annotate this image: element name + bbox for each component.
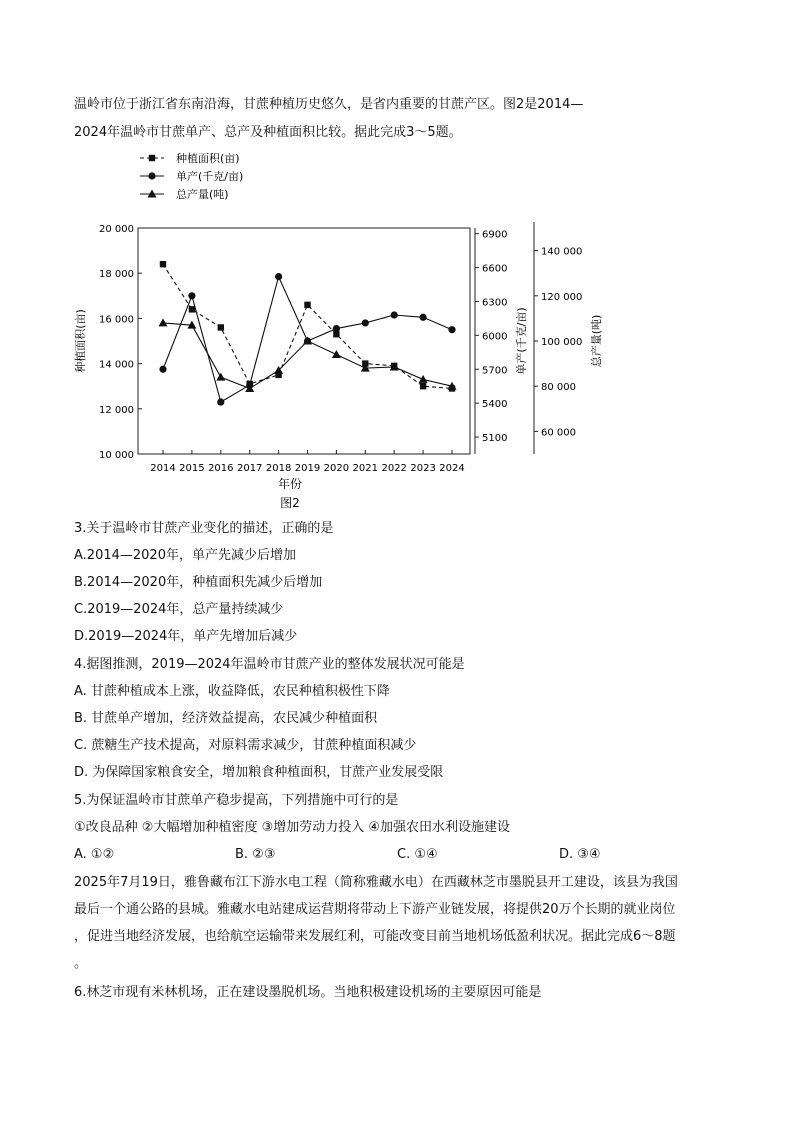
question-4-stem: 4.据图推测，2019—2024年温岭市甘蔗产业的整体发展状况可能是: [74, 657, 465, 672]
intro-line-2: 2024年温岭市甘蔗单产、总产及种植面积比较。据此完成3～5题。: [74, 125, 462, 140]
data-point-square: [420, 383, 426, 389]
data-point-square: [160, 261, 166, 267]
x-tick-label: 2024: [439, 463, 465, 474]
passage-2-line-4: 。: [74, 956, 88, 971]
x-tick-label: 2022: [381, 463, 407, 474]
legend-label: 单产(千克/亩): [176, 170, 244, 183]
right-axis-2-label: 总产量(吨): [590, 314, 603, 368]
series-triangle: [159, 318, 457, 392]
intro-line-1: 温岭市位于浙江省东南沿海，甘蔗种植历史悠久，是省内重要的甘蔗产区。图2是2014—: [74, 97, 584, 112]
question-5-statements: ①改良品种 ②大幅增加种植密度 ③增加劳动力投入 ④加强农田水利设施建设: [74, 820, 511, 835]
question-3-option-c: C.2019—2024年，总产量持续减少: [74, 602, 284, 617]
x-tick-label: 2016: [208, 463, 234, 474]
right-axis-1-tick-label: 5400: [482, 399, 508, 411]
question-4-option-b: B. 甘蔗单产增加，经济效益提高，农民减少种植面积: [74, 711, 378, 726]
question-3-option-b: B.2014—2020年，种植面积先减少后增加: [74, 575, 323, 590]
figure-label: 图2: [280, 496, 300, 510]
passage-2-line-2: 最后一个通公路的县城。雅藏水电站建成运营期将带动上下游产业链发展，将提供20万个长期的就业岗位: [74, 902, 676, 917]
sugarcane-chart: [60, 148, 620, 510]
x-tick-label: 2014: [150, 463, 176, 474]
legend-marker-square: [149, 155, 155, 161]
right-axis-1-label: 单产(千克/亩): [515, 307, 528, 375]
left-axis-label: 种植面积(亩): [74, 309, 87, 373]
right-axis-2-tick-label: 60 000: [541, 427, 576, 439]
data-point-circle: [420, 314, 427, 321]
legend-label: 总产量(吨): [176, 188, 229, 201]
data-point-triangle: [332, 350, 341, 358]
legend-item-triangle: [140, 187, 229, 201]
data-point-triangle: [159, 318, 168, 326]
left-tick-label: 18 000: [99, 269, 134, 281]
chart-series: [159, 261, 457, 406]
x-axis-label: 年份: [277, 477, 303, 491]
question-5-stem: 5.为保证温岭市甘蔗单产稳步提高，下列措施中可行的是: [74, 793, 399, 808]
passage-2-line-1: 2025年7月19日，雅鲁藏布江下游水电工程（简称雅藏水电）在西藏林芝市墨脱县开工建设，该县为我国: [74, 875, 678, 890]
right-axis-1-tick-label: 6000: [482, 331, 508, 343]
left-tick-label: 16 000: [99, 314, 134, 326]
question-6-stem: 6.林芝市现有米林机场，正在建设墨脱机场。当地积极建设机场的主要原因可能是: [74, 985, 542, 1000]
legend-item-circle: [140, 169, 243, 183]
data-point-square: [304, 302, 310, 308]
series-square: [160, 261, 455, 392]
chart-legend: [140, 151, 243, 201]
right-axis-2-tick-label: 80 000: [541, 382, 576, 394]
x-tick-label: 2015: [179, 463, 205, 474]
data-point-circle: [362, 319, 369, 326]
data-point-circle: [333, 325, 340, 332]
passage-2-line-3: ，促进当地经济发展，也给航空运输带来发展红利，可能改变目前当地机场低盈利状况。据此完成6～8题: [74, 929, 676, 944]
data-point-circle: [217, 398, 224, 405]
x-tick-label: 2021: [352, 463, 379, 474]
question-5-option-a: A. ①②: [74, 847, 115, 862]
left-tick-label: 12 000: [99, 404, 134, 416]
question-3-stem: 3.关于温岭市甘蔗产业变化的描述，正确的是: [74, 521, 334, 536]
x-tick-label: 2023: [410, 463, 436, 474]
data-point-circle: [159, 366, 166, 373]
series-line-triangle: [163, 323, 452, 389]
data-point-square: [218, 324, 224, 330]
question-4-option-c: C. 蔗糖生产技术提高，对原料需求减少，甘蔗种植面积减少: [74, 738, 417, 753]
data-point-triangle: [216, 373, 225, 381]
chart-axes: [73, 222, 603, 474]
question-4-option-a: A. 甘蔗种植成本上涨，收益降低，农民种植积极性下降: [74, 684, 390, 699]
data-point-circle: [188, 292, 195, 299]
legend-item-square: [140, 151, 240, 165]
left-tick-label: 10 000: [99, 450, 134, 461]
right-axis-1-tick-label: 6600: [482, 263, 508, 275]
data-point-circle: [391, 311, 398, 318]
question-5-option-d: D. ③④: [559, 847, 601, 862]
data-point-square: [189, 306, 195, 312]
left-tick-label: 14 000: [99, 359, 134, 371]
question-4-option-d: D. 为保障国家粮食安全，增加粮食种植面积，甘蔗产业发展受限: [74, 765, 444, 780]
question-5-option-c: C. ①④: [397, 847, 438, 862]
data-point-triangle: [419, 375, 428, 383]
right-axis-2-tick-label: 140 000: [541, 246, 583, 258]
x-tick-label: 2017: [236, 463, 263, 474]
data-point-circle: [275, 273, 282, 280]
x-tick-label: 2019: [294, 463, 321, 474]
right-axis-1-tick-label: 5700: [482, 365, 508, 377]
right-axis-1-tick-label: 6300: [482, 297, 508, 309]
x-tick-label: 2018: [265, 463, 292, 474]
data-point-circle: [448, 326, 455, 333]
legend-marker-circle: [148, 172, 155, 179]
right-axis-2-tick-label: 120 000: [541, 291, 583, 303]
right-axis-1-tick-label: 5100: [482, 433, 508, 445]
left-tick-label: 20 000: [99, 224, 134, 235]
legend-label: 种植面积(亩): [176, 152, 240, 165]
series-line-square: [163, 264, 452, 388]
right-axis-2-tick-label: 100 000: [541, 337, 583, 348]
question-5-option-b: B. ②③: [235, 847, 276, 862]
question-3-option-a: A.2014—2020年，单产先减少后增加: [74, 548, 296, 563]
right-axis-1-tick-label: 6900: [482, 229, 508, 241]
x-tick-label: 2020: [323, 463, 350, 474]
question-3-option-d: D.2019—2024年，单产先增加后减少: [74, 629, 298, 644]
